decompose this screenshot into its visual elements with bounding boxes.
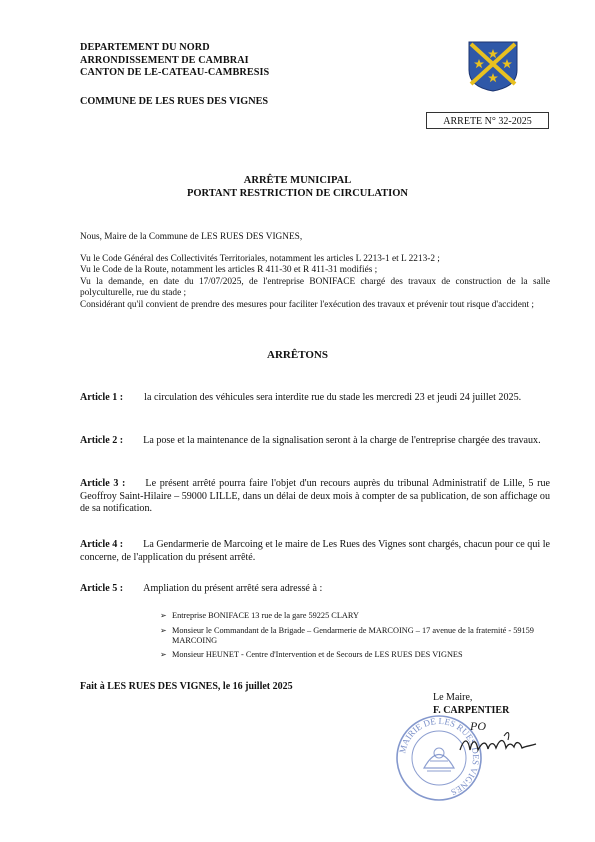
article-1 (80, 392, 550, 405)
header-arrondissement: ARRONDISSEMENT DE CAMBRAI (80, 54, 249, 66)
header-departement: DEPARTEMENT DU NORD (80, 42, 210, 53)
decree-subtitle: PORTANT RESTRICTION DE CIRCULATION (186, 188, 409, 199)
coat-of-arms-icon (466, 40, 520, 92)
considerants (80, 254, 550, 311)
decree-title: ARRÊTE MUNICIPAL (243, 175, 352, 186)
article-text: La pose et la maintenance de la signalisation seront à la charge de l'entreprise chargée des travaux. (143, 435, 541, 446)
considerant-item: Vu le Code Général des Collectivités Territoriales, notamment les articles L 2213-1 et L 2213-2 ; (80, 254, 440, 264)
arrow-bullet-icon: ➢ (160, 611, 167, 620)
considerant-item: Considérant qu'il convient de prendre des mesures pour faciliter l'exécution des travaux et prévenir tout risque d'accident ; (80, 299, 534, 310)
header-commune: COMMUNE DE LES RUES DES VIGNES (80, 96, 269, 107)
article-text: Le présent arrêté pourra faire l'objet d'un recours auprès du tribunal Administratif de Lille, 5 rue Geoffroy Saint-Hilaire – 59000 LILLE, dans un délai de deux mois à compter de sa publication, de son affichage ou de sa notification. (80, 478, 550, 515)
svg-text:MAIRIE DE LES RUES DES VIGNES: MAIRIE DE LES RUES DES VIGNES (397, 715, 482, 798)
article-label: Article 2 : (80, 435, 124, 446)
signature-name: F. CARPENTIER (433, 705, 510, 716)
recipient-item: ➢ Monsieur HEUNET - Centre d'Intervention et de Secours de LES RUES DES VIGNES (160, 650, 463, 659)
header-canton: CANTON DE LE-CATEAU-CAMBRESIS (80, 67, 270, 78)
article-4 (80, 539, 550, 564)
arrow-bullet-icon: ➢ (160, 626, 167, 635)
decree-reference: ARRETE N° 32-2025 (426, 112, 549, 129)
article-label: Article 1 : (80, 392, 124, 403)
article-label: Article 4 : (80, 539, 124, 550)
article-text: La Gendarmerie de Marcoing et le maire de Les Rues des Vignes sont chargés, chacun pour ce qui le concerne, de l'application du présent arrêté. (80, 539, 550, 563)
signature-role: Le Maire, (433, 692, 473, 703)
recipient-item: ➢ Entreprise BONIFACE 13 rue de la gare 59225 CLARY (160, 611, 359, 620)
handwritten-signature-icon (456, 716, 546, 764)
recipient-item: ➢ Monsieur le Commandant de la Brigade – Gendarmerie de MARCOING – 17 avenue de la fraternité - 59159 MARCOING (160, 626, 534, 645)
intro-text: Nous, Maire de la Commune de LES RUES DES VIGNES, (80, 232, 303, 242)
arrow-bullet-icon: ➢ (160, 650, 167, 659)
article-text: Ampliation du présent arrêté sera adressé à : (143, 583, 323, 594)
article-3 (80, 478, 550, 516)
arretons-heading: ARRÊTONS (267, 349, 328, 361)
article-label: Article 3 : (80, 478, 126, 489)
administrative-header (80, 42, 269, 80)
considerant-item: Vu la demande, en date du 17/07/2025, de l'entreprise BONIFACE chargé des travaux de construction de la salle polyculturelle, rue du stade ; (80, 276, 550, 299)
article-label: Article 5 : (80, 583, 124, 594)
article-text: la circulation des véhicules sera interdite rue du stade les mercredi 23 et jeudi 24 juillet 2025. (144, 392, 522, 403)
svg-text:PO: PO (470, 719, 486, 733)
considerant-item: Vu le Code de la Route, notamment les articles R 411-30 et R 411-31 modifiés ; (80, 265, 378, 276)
place-date: Fait à LES RUES DES VIGNES, le 16 juillet 2025 (80, 681, 293, 692)
article-2 (80, 435, 550, 448)
article-5 (80, 583, 550, 596)
